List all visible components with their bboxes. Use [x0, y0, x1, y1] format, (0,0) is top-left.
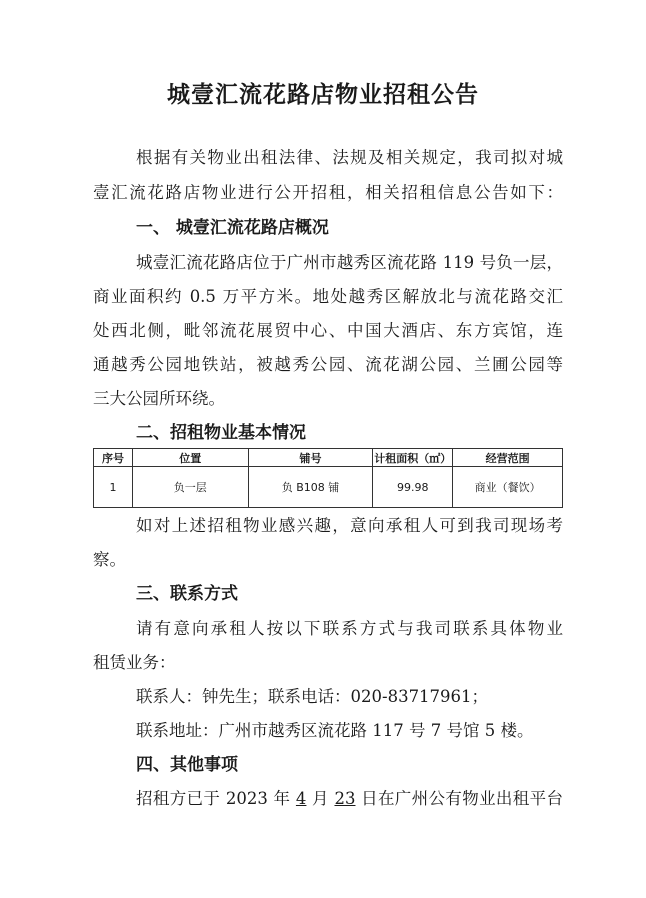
date-month: 4: [295, 789, 307, 808]
table-header-cell: 经营范围: [453, 449, 563, 467]
date-month-suffix: 月: [306, 789, 335, 808]
date-suffix: 日在广州公有物业出租平台: [355, 789, 563, 808]
section-2-heading: 二、招租物业基本情况: [136, 423, 306, 443]
table-cell: 99.98: [373, 467, 453, 508]
table-cell: 负 B108 铺: [248, 467, 373, 508]
section-1-line-1: 城壹汇流花路店位于广州市越秀区流花路 119 号负一层，: [136, 253, 563, 272]
section-1-line-2: 商业面积约 0.5 万平方米。地处越秀区解放北与流花路交汇: [93, 287, 563, 306]
section-2-after-line-1: 如对上述招租物业感兴趣，意向承租人可到我司现场考: [136, 516, 563, 535]
table-header-row: [94, 449, 563, 467]
contact-line: 联系人：钟先生；联系电话：020-83717961；: [136, 687, 489, 706]
table-header-cell: 位置: [132, 449, 248, 467]
table-header-cell: 铺号: [248, 449, 373, 467]
intro-line-1: 根据有关物业出租法律、法规及相关规定，我司拟对城: [136, 148, 563, 167]
section-2-after-line-2: 察。: [93, 550, 126, 569]
section-1-line-3: 处西北侧，毗邻流花展贸中心、中国大酒店、东方宾馆，连: [93, 321, 563, 340]
section-4-line-1: [136, 787, 563, 811]
table-header-cell: 序号: [94, 449, 133, 467]
address-line: 联系地址：广州市越秀区流花路 117 号 7 号馆 5 楼。: [136, 721, 534, 740]
page-title: 城壹汇流花路店物业招租公告: [167, 82, 479, 108]
table-cell: 商业（餐饮）: [453, 467, 563, 508]
table-cell: 1: [94, 467, 133, 508]
table-header-cell: 计租面积（㎡）: [373, 449, 453, 467]
section-4-heading: 四、其他事项: [136, 755, 238, 775]
date-prefix: 招租方已于 2023 年: [136, 789, 296, 808]
rental-table: [93, 448, 563, 508]
section-3-line-1: 请有意向承租人按以下联系方式与我司联系具体物业: [136, 619, 563, 638]
section-1-line-4: 通越秀公园地铁站，被越秀公园、流花湖公园、兰圃公园等: [93, 355, 563, 374]
table-row: [94, 467, 563, 508]
section-1-line-5: 三大公园所环绕。: [93, 389, 225, 408]
section-3-line-2: 租赁业务：: [93, 653, 176, 672]
intro-line-2: 壹汇流花路店物业进行公开招租，相关招租信息公告如下：: [93, 183, 563, 202]
section-3-heading: 三、联系方式: [136, 584, 238, 604]
section-1-heading: 一、 城壹汇流花路店概况: [136, 218, 329, 238]
table-cell: 负一层: [132, 467, 248, 508]
date-day: 23: [334, 789, 356, 808]
